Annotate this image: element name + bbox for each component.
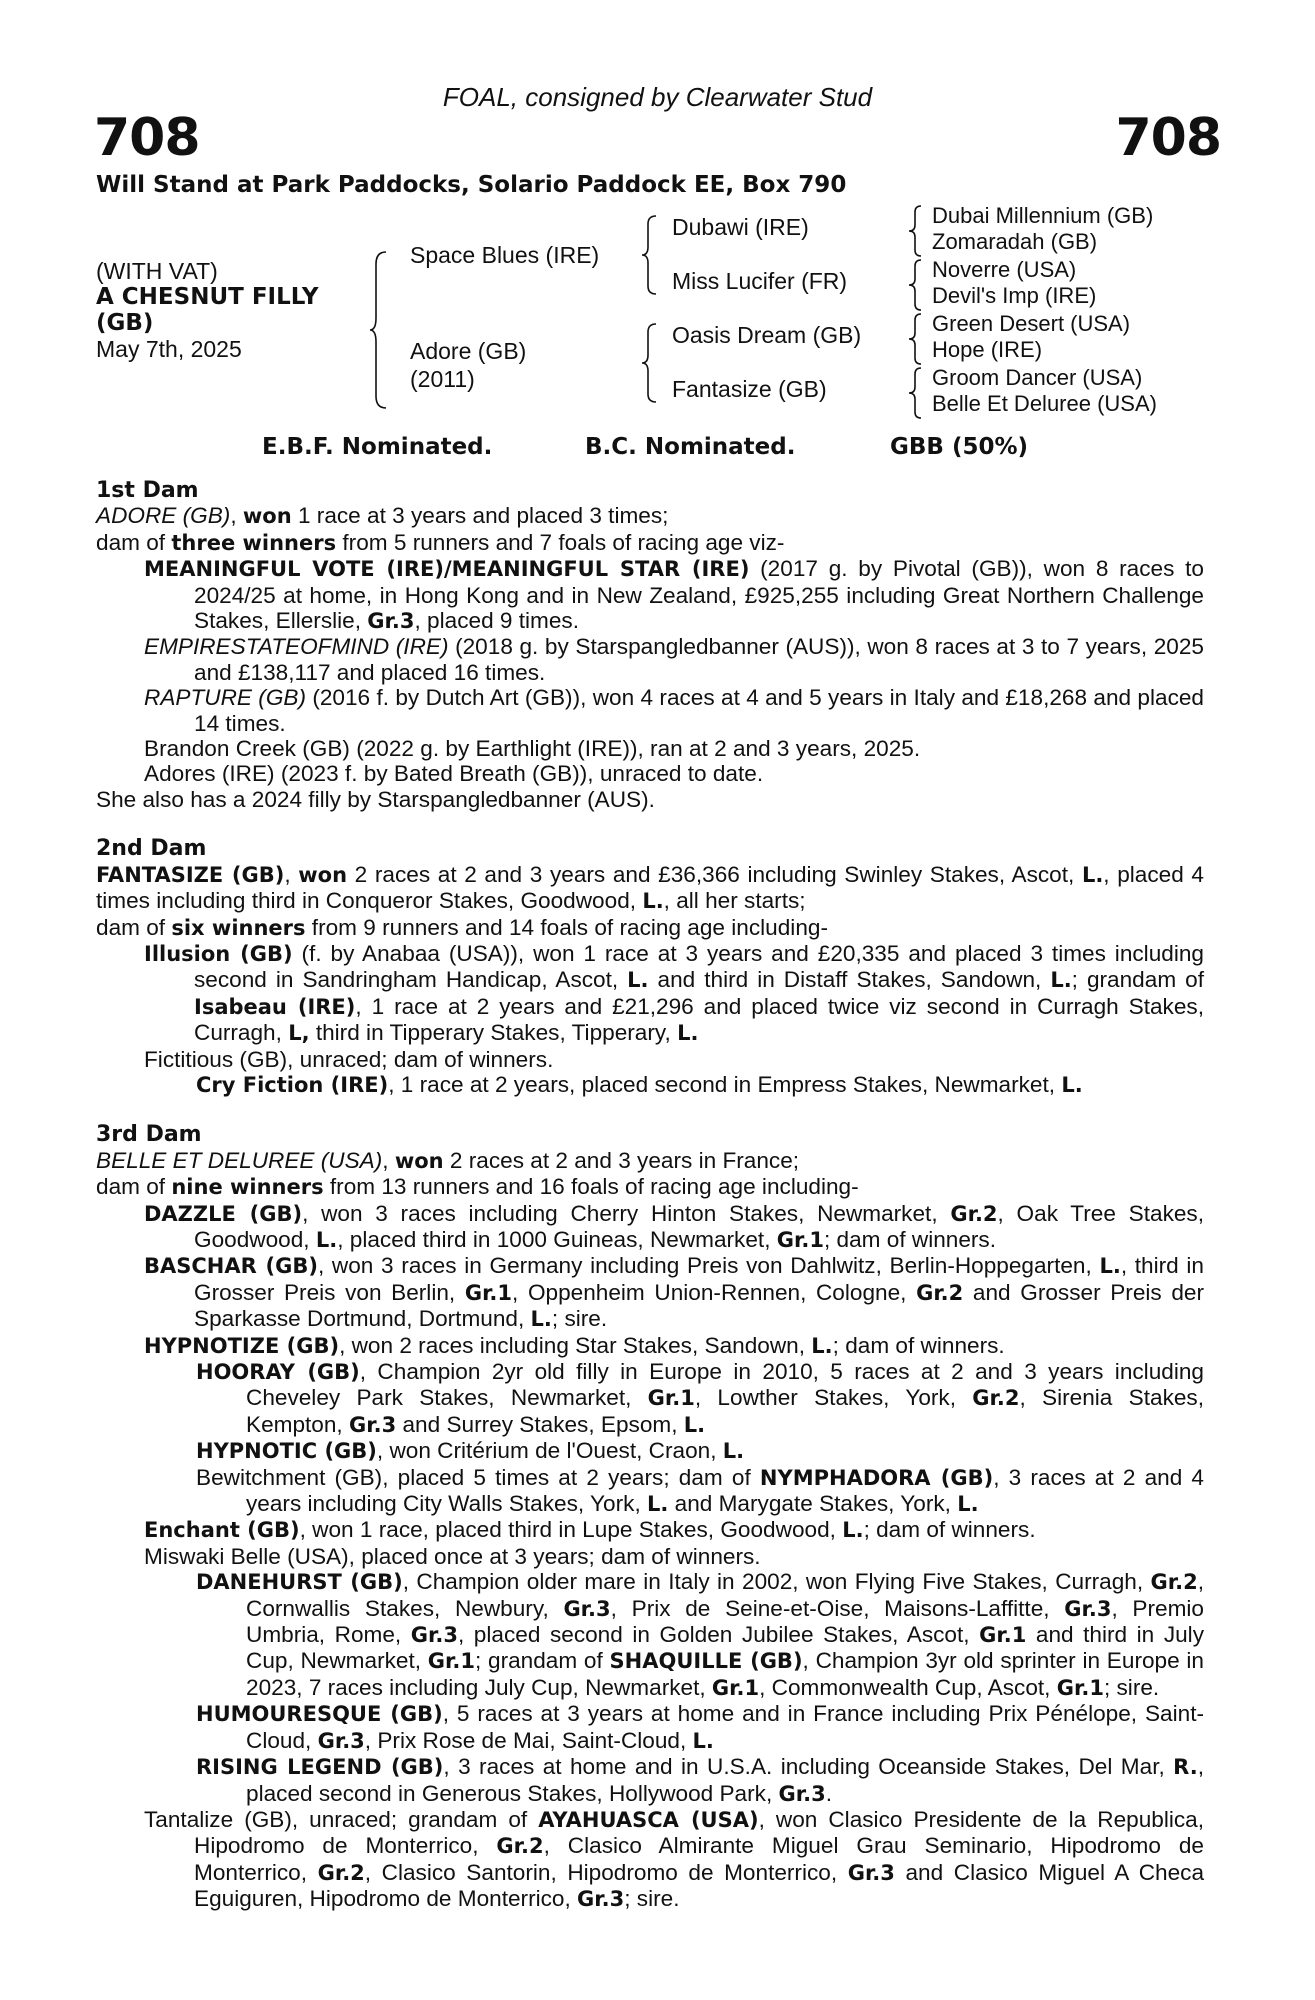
grade: Gr.2: [496, 1834, 544, 1859]
won-text: won: [298, 862, 348, 887]
grade: Gr.1: [1056, 1675, 1104, 1700]
text: , Clasico Almirante Miguel Grau Seminario, Hipodromo de Monterrico,: [194, 1833, 1204, 1885]
text: ; sire.: [624, 1886, 680, 1912]
horse-name: Enchant (GB): [144, 1518, 300, 1543]
gbb-note: GBB (50%): [890, 434, 1029, 460]
text: ; dam of winners.: [863, 1517, 1036, 1543]
text: from 13 runners and 16 foals of racing age including-: [323, 1174, 859, 1200]
winners-count: nine winners: [171, 1175, 324, 1200]
consignment-line: FOAL, consigned by Clearwater Stud: [442, 82, 873, 112]
text: , 5 races at 3 years at home and in France including Prix Pénélope, Saint-Cloud,: [246, 1701, 1204, 1753]
sire-name: Space Blues (IRE): [410, 242, 600, 268]
horse-name: HYPNOTIC (GB): [196, 1439, 377, 1464]
horse-name: RAPTURE (GB): [144, 685, 306, 711]
text: ; sire.: [1103, 1674, 1160, 1700]
grade: L.: [647, 1492, 669, 1517]
section-heading: 2nd Dam: [96, 836, 207, 862]
dam-of-line: [96, 1174, 1204, 1200]
horse-name: Isabeau (IRE): [194, 994, 356, 1019]
grade: Gr.3: [317, 1728, 365, 1753]
produce-entry: [96, 1701, 1204, 1754]
second-dam-section: [96, 836, 1204, 1098]
text: (2018 g. by Starspangledbanner (AUS)), won 8 races at 3 to 7 years, 2025 and £138,117 and placed 16 times.: [194, 634, 1204, 685]
text: (2016 f. by Dutch Art (GB)), won 4 races at 4 and 5 years in Italy and £18,268 and placed 14 times.: [194, 685, 1204, 736]
g4-ancestor: Dubai Millennium (GB): [932, 203, 1154, 228]
produce-entry: [96, 1072, 1204, 1098]
text: ; dam of winners.: [823, 1226, 997, 1252]
dam-dam-name: Fantasize (GB): [672, 376, 827, 402]
grade: L.: [530, 1307, 552, 1332]
grade: L.: [683, 1412, 706, 1437]
text: Tantalize (GB), unraced; grandam of: [144, 1806, 539, 1832]
horse-name: AYAHUASCA (USA): [538, 1807, 759, 1832]
text: , Oppenheim Union-Rennen, Cologne,: [512, 1279, 917, 1305]
text: and Surrey Stakes, Epsom,: [396, 1411, 684, 1437]
g4-ancestor: Devil's Imp (IRE): [932, 283, 1097, 308]
text: , won 3 races including Cherry Hinton Stakes, Newmarket,: [302, 1200, 951, 1226]
won-text: won: [242, 504, 292, 529]
horse-name: NYMPHADORA (GB): [759, 1465, 994, 1490]
text: from 9 runners and 14 foals of racing age including-: [305, 914, 828, 940]
horse-name: Cry Fiction (IRE): [196, 1072, 389, 1097]
text: , 1 race at 2 years and £21,296 and placed twice viz second in Curragh Stakes, Curragh,: [194, 993, 1204, 1046]
won-text: won: [394, 1148, 444, 1173]
text: (2017 g. by Pivotal (GB)), won 8 races to 2024/25 at home, in Hong Kong and in New Zealand, £925,255 including Great Northern Challenge Stakes, Ellerslie,: [194, 556, 1204, 634]
text: dam of: [96, 1174, 172, 1200]
produce-entry: [96, 685, 1204, 736]
text: , won 1 race, placed third in Lupe Stakes, Goodwood,: [299, 1517, 843, 1543]
text: , won Critérium de l'Ouest, Craon,: [376, 1438, 723, 1464]
text: , Cornwallis Stakes, Newbury,: [246, 1569, 1204, 1621]
text: , Lowther Stakes, York,: [694, 1385, 973, 1411]
produce-entry: [96, 556, 1204, 634]
text: , placed second in Generous Stakes, Hollywood Park,: [246, 1754, 1204, 1806]
grade: Gr.2: [916, 1280, 964, 1305]
g4-ancestor: Zomaradah (GB): [932, 229, 1098, 254]
produce-entry: [96, 1201, 1204, 1254]
grade: Gr.3: [1064, 1596, 1112, 1621]
dam-intro: [96, 862, 1204, 915]
text: , Champion 3yr old sprinter in Europe in 2023, 7 races including July Cup, Newmarket,: [246, 1648, 1204, 1700]
horse-name: EMPIRESTATEOFMIND (IRE): [144, 634, 449, 660]
text: ; grandam of: [1071, 967, 1204, 993]
grade: Gr.3: [563, 1596, 611, 1621]
g4-ancestor: Noverre (USA): [932, 257, 1077, 282]
produce-entry: [96, 1438, 1204, 1464]
lot-number-right: 708: [1115, 108, 1221, 168]
grade: L.: [1050, 968, 1072, 993]
text: .: [825, 1780, 832, 1806]
text: , placed second in Golden Jubilee Stakes, Ascot,: [457, 1622, 980, 1648]
grade: L.: [642, 889, 664, 914]
text: 1 race at 3 years and placed 3 times;: [291, 503, 669, 529]
text: 2 races at 2 and 3 years and £36,366 including Swinley Stakes, Ascot,: [347, 861, 1082, 887]
dam-name: Adore (GB): [410, 338, 527, 364]
text: , Premio Umbria, Rome,: [246, 1595, 1205, 1648]
pedigree-bracket: [906, 312, 924, 366]
horse-name: DAZZLE (GB): [144, 1201, 303, 1226]
produce-entry: [96, 1253, 1204, 1332]
text: , won 2 races including Star Stakes, Sandown,: [339, 1332, 812, 1358]
grade: L.: [1081, 862, 1104, 887]
text: , 3 races at home and in U.S.A. including Oceanside Stakes, Del Mar,: [443, 1754, 1174, 1780]
produce-entry: [96, 1465, 1204, 1518]
text: , Prix de Seine-et-Oise, Maisons-Laffitte,: [610, 1595, 1065, 1621]
text: , 1 race at 2 years, placed second in Empress Stakes, Newmarket,: [388, 1071, 1062, 1097]
text: and third in July Cup, Newmarket,: [246, 1622, 1204, 1674]
produce-entry: Adores (IRE) (2023 f. by Bated Breath (GB)), unraced to date.: [144, 761, 764, 787]
dam-of-line: [96, 915, 1204, 941]
text: , Champion older mare in Italy in 2002, won Flying Five Stakes, Curragh,: [402, 1569, 1151, 1595]
text: , placed 9 times.: [414, 608, 580, 634]
text: ,: [382, 1147, 395, 1173]
dam-of-line: [96, 530, 1204, 556]
grade: Gr.1: [464, 1280, 513, 1305]
text: , Oak Tree Stakes, Goodwood,: [194, 1200, 1205, 1252]
grade: L.: [1099, 1254, 1121, 1279]
sire-sire-name: Dubawi (IRE): [672, 214, 809, 240]
text: , Commonwealth Cup, Ascot,: [759, 1674, 1057, 1700]
produce-entry: [96, 941, 1204, 1047]
produce-entry: Fictitious (GB), unraced; dam of winners.: [144, 1046, 554, 1072]
produce-entry: [96, 634, 1204, 685]
text: , won Clasico Presidente de la Republica, Hipodromo de Monterrico,: [194, 1806, 1205, 1859]
text: , 3 races at 2 and 4 years including City Walls Stakes, York,: [246, 1464, 1205, 1517]
grade: Gr.1: [711, 1675, 760, 1700]
produce-entry: [96, 1807, 1204, 1913]
catalogue-body: [96, 478, 1204, 1913]
first-dam-section: [96, 478, 1204, 812]
winners-count: three winners: [171, 530, 337, 555]
dam-year: (2011): [410, 366, 475, 392]
grade: L.: [315, 1227, 338, 1252]
third-dam-section: [96, 1122, 1204, 1912]
grade: Gr.3: [577, 1887, 625, 1912]
pedigree-bracket: [640, 214, 660, 296]
grade: L.: [692, 1728, 714, 1753]
horse-name: SHAQUILLE (GB): [609, 1649, 803, 1674]
stand-location: Will Stand at Park Paddocks, Solario Paddock EE, Box 790: [96, 172, 847, 198]
dam-sire-name: Oasis Dream (GB): [672, 322, 862, 348]
horse-name: BASCHAR (GB): [144, 1254, 318, 1279]
text: , Sirenia Stakes, Kempton,: [246, 1385, 1205, 1437]
horse-name: DANEHURST (GB): [196, 1570, 403, 1595]
text: , Clasico Santorin, Hipodromo de Monterrico,: [364, 1859, 848, 1885]
pedigree-bracket: [640, 322, 660, 404]
pedigree-bracket: [906, 258, 924, 312]
grade: Gr.1: [776, 1227, 824, 1252]
text: , Prix Rose de Mai, Saint-Cloud,: [364, 1727, 693, 1753]
also-has-note: She also has a 2024 filly by Starspangledbanner (AUS).: [96, 786, 655, 812]
g4-ancestor: Hope (IRE): [932, 337, 1043, 362]
text: and Marygate Stakes, York,: [668, 1491, 958, 1517]
horse-name: HOORAY (GB): [196, 1360, 360, 1384]
produce-entry: Brandon Creek (GB) (2022 g. by Earthlight (IRE)), ran at 2 and 3 years, 2025.: [144, 736, 921, 762]
horse-name: ADORE (GB): [96, 503, 231, 529]
text: , all her starts;: [663, 888, 806, 914]
text: Bewitchment (GB), placed 5 times at 2 years; dam of: [196, 1464, 760, 1490]
dam-intro: [96, 1148, 1204, 1174]
produce-entry: [96, 1754, 1204, 1807]
text: , placed 4 times including third in Conqueror Stakes, Goodwood,: [96, 861, 1204, 914]
horse-name: BELLE ET DELUREE (USA): [96, 1147, 383, 1173]
grade: Gr.2: [950, 1201, 998, 1226]
grade: L.: [677, 1021, 699, 1046]
text: , won 3 races in Germany including Preis von Dahlwitz, Berlin-Hoppegarten,: [317, 1253, 1100, 1279]
text: dam of: [96, 914, 172, 940]
pedigree-bracket: [368, 250, 390, 410]
text: from 5 runners and 7 foals of racing age viz-: [336, 529, 785, 555]
grade: Gr.3: [349, 1412, 397, 1437]
section-heading: 3rd Dam: [96, 1122, 202, 1148]
dam-intro: ADORE (GB), won 1 race at 3 years and placed 3 times;: [96, 503, 669, 529]
grade: L.: [957, 1492, 979, 1517]
horse-name: HYPNOTIZE (GB): [144, 1333, 340, 1358]
foal-dob: May 7th, 2025: [96, 336, 242, 362]
grade: Gr.3: [778, 1781, 826, 1806]
text: ; grandam of: [474, 1648, 610, 1674]
produce-entry: [96, 1359, 1204, 1438]
grade: R.: [1173, 1755, 1198, 1780]
produce-entry: [96, 1517, 1204, 1543]
vat-note: (WITH VAT): [96, 258, 218, 284]
grade: Gr.1: [427, 1649, 475, 1674]
horse-name: Illusion (GB): [144, 941, 293, 966]
section-heading: 1st Dam: [96, 478, 199, 503]
horse-name: FANTASIZE (GB): [96, 862, 285, 887]
text: ; dam of winners.: [832, 1332, 1005, 1358]
grade: L.: [811, 1333, 833, 1358]
horse-name: RISING LEGEND (GB): [196, 1755, 444, 1780]
grade: L,: [288, 1021, 310, 1046]
grade: Gr.3: [367, 609, 415, 634]
grade: Gr.1: [647, 1386, 695, 1411]
g4-ancestor: Green Desert (USA): [932, 311, 1131, 336]
text: ,: [284, 861, 299, 887]
grade: Gr.2: [317, 1860, 365, 1885]
text: , placed third in 1000 Guineas, Newmarket,: [337, 1226, 777, 1252]
text: ; sire.: [551, 1306, 608, 1332]
ebf-nomination: E.B.F. Nominated.: [262, 434, 493, 460]
text: and third in Distaff Stakes, Sandown,: [648, 967, 1051, 993]
grade: Gr.2: [1150, 1570, 1198, 1595]
produce-entry: [96, 1569, 1204, 1701]
grade: L.: [842, 1518, 864, 1543]
produce-entry: Miswaki Belle (USA), placed once at 3 years; dam of winners.: [144, 1543, 761, 1569]
lot-number-left: 708: [94, 108, 200, 168]
text: , third in Grosser Preis von Berlin,: [194, 1253, 1204, 1305]
text: and Clasico Miguel A Checa Eguiguren, Hipodromo de Monterrico,: [194, 1859, 1205, 1912]
grade: L.: [722, 1439, 745, 1464]
grade: Gr.2: [972, 1386, 1020, 1411]
produce-entry: [96, 1333, 1204, 1359]
text: and Grosser Preis der Sparkasse Dortmund, Dortmund,: [194, 1279, 1204, 1332]
bc-nomination: B.C. Nominated.: [585, 434, 796, 460]
winners-count: six winners: [171, 915, 306, 940]
horse-name: MEANINGFUL VOTE (IRE)/MEANINGFUL STAR (IRE): [144, 557, 750, 582]
text: (f. by Anabaa (USA)), won 1 race at 3 years and £20,335 and placed 3 times including second in Sandringham Handicap, Ascot,: [194, 940, 1204, 993]
grade: L.: [627, 968, 649, 993]
text: 2 races at 2 and 3 years in France;: [443, 1147, 800, 1173]
grade: Gr.1: [979, 1623, 1027, 1648]
sire-dam-name: Miss Lucifer (FR): [672, 268, 848, 294]
foal-info: [96, 258, 376, 362]
foal-name: A CHESNUT FILLY (GB): [96, 284, 319, 336]
g4-ancestor: Belle Et Deluree (USA): [932, 391, 1157, 416]
grade: L.: [1061, 1072, 1083, 1097]
pedigree-bracket: [906, 366, 924, 420]
grade: Gr.3: [410, 1623, 458, 1648]
horse-name: HUMOURESQUE (GB): [196, 1702, 443, 1727]
text: , Champion 2yr old filly in Europe in 2010, 5 races at 2 and 3 years including Cheveley Park Stakes, Newmarket,: [246, 1359, 1204, 1411]
grade: Gr.3: [847, 1860, 895, 1885]
text: dam of: [96, 529, 172, 555]
pedigree-bracket: [906, 204, 924, 258]
g4-ancestor: Groom Dancer (USA): [932, 365, 1143, 390]
text: third in Tipperary Stakes, Tipperary,: [309, 1020, 678, 1046]
